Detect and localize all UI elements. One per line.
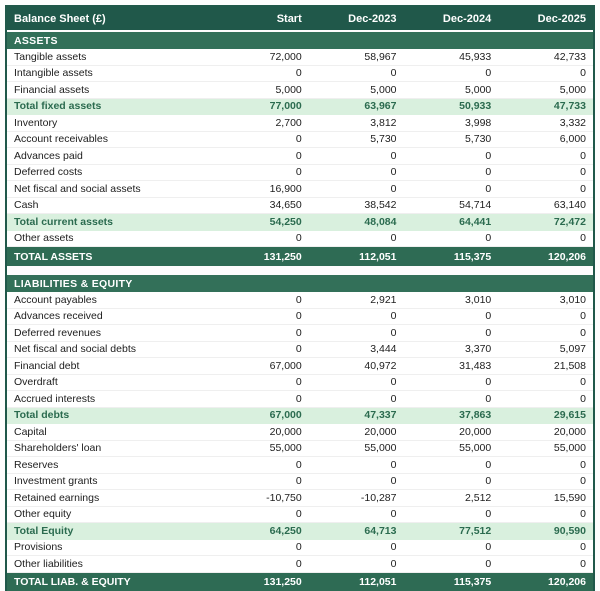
- cell-value: 0: [580, 182, 586, 195]
- cell-value: 0: [485, 149, 492, 162]
- row-label: Provisions: [14, 541, 63, 554]
- cell-value: 0: [485, 508, 492, 521]
- table-row: [7, 490, 593, 507]
- cell-value: 0: [485, 458, 492, 471]
- table-row: [7, 99, 593, 116]
- table-row: [7, 115, 593, 132]
- row-label: Advances paid: [14, 149, 83, 162]
- cell-value: 120,206: [548, 576, 586, 588]
- cell-value: 0: [390, 310, 397, 323]
- cell-value: 0: [580, 392, 586, 405]
- table-row: [7, 309, 593, 326]
- row-label: Accrued interests: [14, 392, 96, 405]
- cell-value: 72,000: [269, 50, 302, 63]
- cell-value: 72,472: [553, 215, 586, 228]
- cell-value: 0: [580, 166, 586, 179]
- row-label: Intangible assets: [14, 67, 93, 80]
- cell-value: 0: [580, 541, 586, 554]
- cell-value: 0: [390, 166, 397, 179]
- column-header-dec-2023: Dec-2023: [348, 12, 397, 25]
- cell-value: 38,542: [364, 199, 397, 212]
- table-row: [7, 342, 593, 359]
- cell-value: 0: [390, 67, 397, 80]
- row-label: Advances received: [14, 310, 103, 323]
- row-label: Other equity: [14, 508, 72, 521]
- cell-value: 3,010: [464, 293, 492, 306]
- column-header-dec-2024: Dec-2024: [442, 12, 492, 25]
- cell-value: 131,250: [263, 576, 302, 588]
- cell-value: 0: [390, 541, 397, 554]
- table-body: [7, 32, 593, 591]
- cell-value: 0: [580, 67, 586, 80]
- cell-value: 3,998: [464, 116, 492, 129]
- cell-value: 55,000: [459, 442, 492, 455]
- row-label: Financial assets: [14, 83, 90, 96]
- cell-value: 0: [390, 376, 397, 389]
- row-label: TOTAL ASSETS: [14, 250, 93, 263]
- row-label: Shareholders' loan: [14, 442, 102, 455]
- row-label: Investment grants: [14, 475, 98, 488]
- cell-value: 5,000: [370, 83, 397, 96]
- section-header-label: ASSETS: [14, 34, 58, 47]
- cell-value: 63,967: [364, 100, 397, 113]
- cell-value: 47,337: [364, 409, 397, 422]
- cell-value: 0: [295, 326, 302, 339]
- table-row: [7, 375, 593, 392]
- row-label: Deferred costs: [14, 166, 83, 179]
- table-row: [7, 474, 593, 491]
- row-label: Total debts: [14, 409, 70, 422]
- table-row: [7, 148, 593, 165]
- cell-value: 0: [295, 376, 302, 389]
- row-label: Net fiscal and social assets: [14, 182, 141, 195]
- cell-value: 20,000: [364, 425, 397, 438]
- cell-value: 20,000: [459, 425, 492, 438]
- cell-value: 0: [485, 392, 492, 405]
- cell-value: 0: [580, 557, 586, 570]
- balance-sheet-table: [5, 5, 595, 591]
- cell-value: 5,000: [464, 83, 492, 96]
- cell-value: 0: [390, 475, 397, 488]
- cell-value: 0: [390, 232, 397, 245]
- section-header: [7, 275, 593, 292]
- cell-value: 90,590: [553, 524, 586, 537]
- row-label: Total Equity: [14, 524, 74, 537]
- cell-value: 34,650: [269, 199, 302, 212]
- table-row: [7, 292, 593, 309]
- cell-value: 0: [295, 166, 302, 179]
- cell-value: 0: [485, 475, 492, 488]
- cell-value: 0: [580, 376, 586, 389]
- table-row: [7, 391, 593, 408]
- cell-value: 3,812: [370, 116, 397, 129]
- section-header: [7, 32, 593, 49]
- section-spacer: [7, 266, 593, 275]
- cell-value: 0: [295, 343, 302, 356]
- cell-value: 0: [295, 541, 302, 554]
- cell-value: 16,900: [269, 182, 302, 195]
- cell-value: 112,051: [359, 576, 397, 588]
- cell-value: 0: [390, 149, 397, 162]
- column-header-start: Start: [276, 12, 302, 25]
- cell-value: 55,000: [364, 442, 397, 455]
- cell-value: 0: [295, 557, 302, 570]
- row-label: Total fixed assets: [14, 100, 102, 113]
- cell-value: 0: [485, 376, 492, 389]
- cell-value: 0: [295, 508, 302, 521]
- cell-value: 0: [295, 67, 302, 80]
- cell-value: 0: [485, 182, 492, 195]
- cell-value: 0: [485, 326, 492, 339]
- cell-value: 0: [580, 149, 586, 162]
- cell-value: 3,370: [464, 343, 492, 356]
- table-row: [7, 457, 593, 474]
- cell-value: 0: [295, 475, 302, 488]
- cell-value: 0: [390, 182, 397, 195]
- row-label: Cash: [14, 199, 39, 212]
- cell-value: 0: [580, 508, 586, 521]
- cell-value: 5,097: [559, 343, 586, 356]
- row-label: Tangible assets: [14, 50, 87, 63]
- cell-value: 20,000: [553, 425, 586, 438]
- table-row: [7, 66, 593, 83]
- cell-value: 115,375: [453, 576, 492, 588]
- cell-value: 5,730: [464, 133, 492, 146]
- row-label: Account receivables: [14, 133, 108, 146]
- cell-value: 0: [485, 310, 492, 323]
- table-row: [7, 573, 593, 591]
- cell-value: 64,713: [364, 524, 397, 537]
- cell-value: 0: [485, 541, 492, 554]
- table-row: [7, 82, 593, 99]
- cell-value: 40,972: [364, 359, 397, 372]
- cell-value: 48,084: [364, 215, 397, 228]
- table-row: [7, 231, 593, 248]
- table-row: [7, 214, 593, 231]
- cell-value: 0: [295, 149, 302, 162]
- cell-value: 0: [580, 310, 586, 323]
- cell-value: 3,010: [559, 293, 586, 306]
- table-row: [7, 523, 593, 540]
- table-row: [7, 181, 593, 198]
- cell-value: 0: [295, 232, 302, 245]
- cell-value: 45,933: [459, 50, 492, 63]
- row-label: Total current assets: [14, 215, 114, 228]
- row-label: Financial debt: [14, 359, 80, 372]
- table-row: [7, 49, 593, 66]
- cell-value: 0: [580, 326, 586, 339]
- table-row: [7, 441, 593, 458]
- cell-value: 120,206: [548, 250, 586, 263]
- cell-value: 77,000: [269, 100, 302, 113]
- cell-value: 64,441: [459, 215, 492, 228]
- row-label: Account payables: [14, 293, 97, 306]
- row-label: Other assets: [14, 232, 74, 245]
- cell-value: 55,000: [553, 442, 586, 455]
- section-header-label: LIABILITIES & EQUITY: [14, 277, 133, 290]
- cell-value: 0: [485, 166, 492, 179]
- table-title: Balance Sheet (£): [14, 12, 106, 25]
- table-row: [7, 358, 593, 375]
- cell-value: 3,444: [370, 343, 397, 356]
- cell-value: -10,750: [266, 491, 302, 504]
- row-label: Retained earnings: [14, 491, 100, 504]
- cell-value: 131,250: [263, 250, 302, 263]
- cell-value: 0: [580, 232, 586, 245]
- table-row: [7, 247, 593, 266]
- table-row: [7, 556, 593, 573]
- cell-value: 0: [295, 392, 302, 405]
- cell-value: 67,000: [269, 359, 302, 372]
- row-label: Net fiscal and social debts: [14, 343, 136, 356]
- cell-value: 42,733: [553, 50, 586, 63]
- table-row: [7, 408, 593, 425]
- cell-value: 50,933: [459, 100, 492, 113]
- cell-value: 0: [295, 133, 302, 146]
- cell-value: 0: [390, 508, 397, 521]
- cell-value: 37,863: [459, 409, 492, 422]
- row-label: Deferred revenues: [14, 326, 101, 339]
- row-label: TOTAL LIAB. & EQUITY: [14, 576, 131, 588]
- cell-value: 15,590: [553, 491, 586, 504]
- row-label: Inventory: [14, 116, 58, 129]
- table-row: [7, 424, 593, 441]
- cell-value: 54,714: [459, 199, 492, 212]
- table-row: [7, 325, 593, 342]
- column-header-dec-2025: Dec-2025: [537, 12, 586, 25]
- cell-value: 0: [485, 557, 492, 570]
- cell-value: 58,967: [364, 50, 397, 63]
- cell-value: 115,375: [453, 250, 492, 263]
- cell-value: -10,287: [360, 491, 397, 504]
- cell-value: 67,000: [269, 409, 302, 422]
- row-label: Overdraft: [14, 376, 58, 389]
- cell-value: 0: [580, 458, 586, 471]
- cell-value: 0: [580, 475, 586, 488]
- cell-value: 5,730: [370, 133, 397, 146]
- row-label: Capital: [14, 425, 47, 438]
- cell-value: 0: [295, 293, 302, 306]
- cell-value: 0: [485, 232, 492, 245]
- cell-value: 55,000: [269, 442, 302, 455]
- cell-value: 29,615: [553, 409, 586, 422]
- cell-value: 54,250: [269, 215, 302, 228]
- cell-value: 0: [390, 557, 397, 570]
- cell-value: 3,332: [559, 116, 586, 129]
- cell-value: 77,512: [459, 524, 492, 537]
- table-row: [7, 165, 593, 182]
- cell-value: 21,508: [553, 359, 586, 372]
- cell-value: 64,250: [269, 524, 302, 537]
- cell-value: 0: [390, 392, 397, 405]
- cell-value: 0: [295, 310, 302, 323]
- table-row: [7, 540, 593, 557]
- cell-value: 0: [295, 458, 302, 471]
- cell-value: 47,733: [553, 100, 586, 113]
- cell-value: 112,051: [359, 250, 397, 263]
- table-row: [7, 132, 593, 149]
- cell-value: 63,140: [553, 199, 586, 212]
- cell-value: 6,000: [559, 133, 586, 146]
- cell-value: 31,483: [459, 359, 492, 372]
- cell-value: 2,921: [370, 293, 397, 306]
- table-row: [7, 198, 593, 215]
- row-label: Other liabilities: [14, 557, 83, 570]
- cell-value: 0: [485, 67, 492, 80]
- cell-value: 5,000: [275, 83, 302, 96]
- row-label: Reserves: [14, 458, 59, 471]
- cell-value: 0: [390, 458, 397, 471]
- cell-value: 2,700: [275, 116, 302, 129]
- cell-value: 0: [390, 326, 397, 339]
- table-header-row: [7, 7, 593, 32]
- cell-value: 2,512: [464, 491, 492, 504]
- table-row: [7, 507, 593, 524]
- cell-value: 5,000: [559, 83, 586, 96]
- cell-value: 20,000: [269, 425, 302, 438]
